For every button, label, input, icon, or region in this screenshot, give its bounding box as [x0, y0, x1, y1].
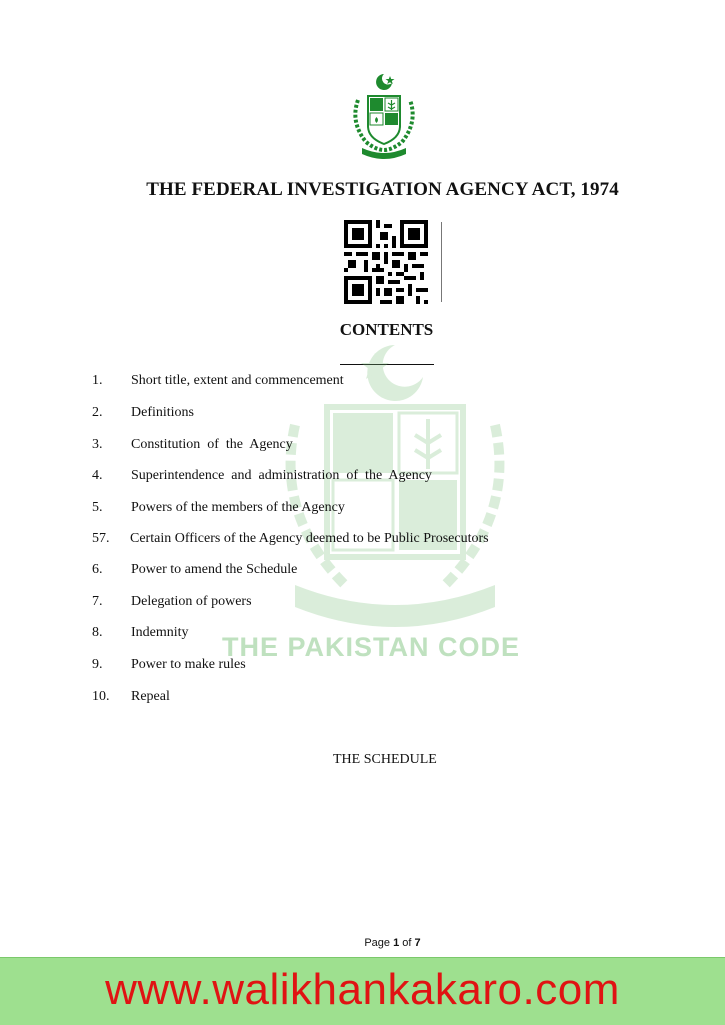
- schedule-label: THE SCHEDULE: [333, 752, 437, 767]
- state-emblem-icon: [344, 70, 424, 162]
- toc-item-title: Delegation of powers: [131, 594, 252, 609]
- toc-item-number: 5.: [92, 500, 103, 515]
- toc-item-number: 6.: [92, 562, 103, 577]
- page-label: Page: [364, 937, 391, 949]
- toc-item-number: 2.: [92, 405, 103, 420]
- website-url-link[interactable]: www.walikhankakaro.com: [105, 965, 620, 1014]
- toc-item-number: 10.: [92, 689, 110, 704]
- toc-item-title: Repeal: [131, 689, 170, 704]
- page-number: [0, 937, 725, 949]
- page-total: 7: [414, 937, 421, 949]
- toc-item-title: Short title, extent and commencement: [131, 373, 344, 388]
- toc-item-title: Powers of the members of the Agency: [131, 500, 345, 515]
- toc-item-title: Indemnity: [131, 625, 189, 640]
- toc-item-title: Certain Officers of the Agency deemed to be Public Prosecutors: [130, 531, 489, 546]
- toc-item-title: Definitions: [131, 405, 194, 420]
- toc-item-number: 7.: [92, 594, 103, 609]
- toc-item-title: Superintendence and administration of the Agency: [131, 468, 432, 483]
- toc-item-number: 1.: [92, 373, 103, 388]
- contents-heading: CONTENTS: [339, 320, 434, 339]
- page-of: of: [402, 937, 412, 949]
- toc-item-number: 8.: [92, 625, 103, 640]
- website-banner[interactable]: [0, 957, 725, 1025]
- qr-divider: [441, 222, 442, 302]
- page-current: 1: [393, 937, 400, 949]
- document-title: THE FEDERAL INVESTIGATION AGENCY ACT, 1974: [146, 179, 619, 200]
- watermark-text: THE PAKISTAN CODE: [222, 632, 521, 662]
- toc-item-number: 4.: [92, 468, 103, 483]
- toc-item-number: 9.: [92, 657, 103, 672]
- toc-item-number: 57.: [92, 531, 110, 546]
- toc-item-number: 3.: [92, 437, 103, 452]
- toc-item-title: Constitution of the Agency: [131, 437, 293, 452]
- qr-code-icon[interactable]: [344, 220, 428, 304]
- toc-item-title: Power to amend the Schedule: [131, 562, 298, 577]
- toc-item-title: Power to make rules: [131, 657, 246, 672]
